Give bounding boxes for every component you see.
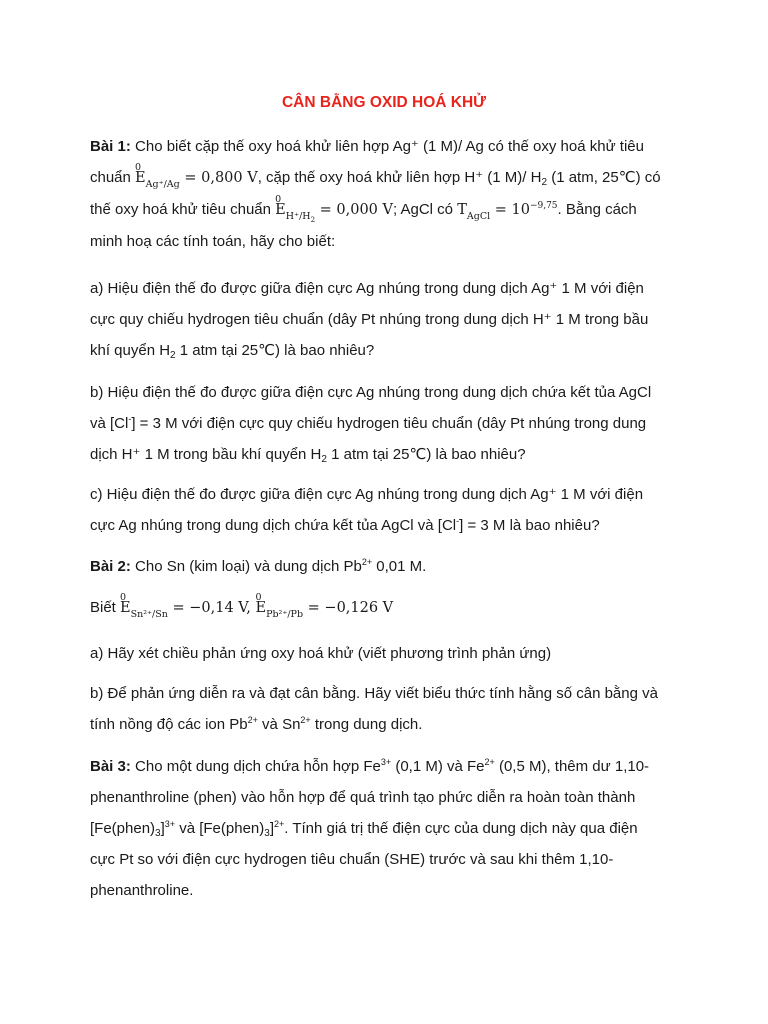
exercise-1-part-b — [90, 377, 710, 470]
paragraph-line: Bài 1: Cho biết cặp thế oxy hoá khử liên hợp Ag⁺ (1 M)/ Ag có thế oxy hoá khử tiêu — [90, 138, 644, 155]
paragraph-line: và [Cl-] = 3 M với điện cực quy chiếu hydrogen tiêu chuẩn (dây Pt nhúng trong dung — [90, 414, 647, 432]
paragraph-line: Bài 3: Cho một dung dịch chứa hỗn hợp $Fe^{3+}$ (0,1 M) và $Fe^{2+}$ (0,5 M), thêm dư 1,10- — [90, 757, 650, 775]
paragraph-line: Bài 2: Cho Sn (kim loại) và dung dịch $Pb^{2+}$ 0,01 M. — [90, 557, 427, 575]
paragraph-line: $[Fe(phen)_3]^{3+}$ và $[Fe(phen)_3]^{2+}$. Tính giá trị thế điện cực của dung dịch này qua điện — [90, 819, 638, 839]
page-title: CÂN BẰNG OXID HOÁ KHỬ — [281, 94, 487, 111]
exercise-1 — [90, 131, 710, 257]
math-t-agcl: $T_{AgCl} = 10^{-9,75}$ — [457, 201, 558, 222]
paragraph-line: khí quyển $H_2$ 1 atm tại 25℃) là bao nhiêu? — [90, 342, 375, 361]
paragraph-line: thế oxy hoá khử tiêu chuẩn E 0 $H^+/H_2 = 0,000$ V; AgCl có $T_{AgCl} = 10^{-9,75}$. Bằng cách — [90, 194, 637, 224]
paragraph-line: b) Hiệu điện thế đo được giữa điện cực Ag nhúng trong dung dịch chứa kết tủa AgCl — [90, 384, 652, 401]
math-e-ag: E 0 Ag⁺/Ag = 0,800 V — [135, 162, 258, 190]
paragraph-line: cực Pt so với điện cực hydrogen tiêu chuẩn (SHE) trước và sau khi thêm 1,10- — [90, 851, 614, 868]
exercise-2-part-a — [90, 638, 710, 669]
exercise-1-part-a — [90, 273, 710, 366]
paragraph-line: cực Ag nhúng trong dung dịch chứa kết tủa AgCl và [Cl-] = 3 M là bao nhiêu? — [90, 516, 600, 534]
paragraph-line: b) Để phản ứng diễn ra và đạt cân bằng. Hãy viết biểu thức tính hằng số cân bằng và — [90, 685, 658, 702]
paragraph-line: tính nồng độ các ion $Pb^{2+}$ và $Sn^{2+}$ trong dung dịch. — [90, 715, 423, 733]
exercise-label: Bài 3: — [90, 758, 131, 775]
paragraph-line: c) Hiệu điện thế đo được giữa điện cực Ag nhúng trong dung dịch Ag⁺ 1 M với điện — [90, 486, 644, 503]
paragraph-line: a) Hiệu điện thế đo được giữa điện cực Ag nhúng trong dung dịch Ag⁺ 1 M với điện — [90, 280, 644, 297]
math-e-h: E 0 $H^+/H_2 = 0,000$ V — [275, 194, 393, 224]
exercise-label: Bài 2: — [90, 558, 131, 575]
exercise-2-part-b — [90, 678, 710, 740]
exercise-3 — [90, 751, 710, 906]
math-e-sn-pb: E 0 Sn²⁺/Sn = −0,14 V, E 0 Pb²⁺/Pb = −0,126 V — [120, 592, 394, 620]
exercise-2-given — [90, 592, 710, 624]
exercise-label: Bài 1: — [90, 138, 131, 155]
paragraph-line: Biết E 0 Sn²⁺/Sn = −0,14 V, E 0 Pb²⁺/Pb = −0,126 V — [90, 592, 394, 620]
paragraph-line: chuẩn E 0 Ag⁺/Ag = 0,800 V, cặp thế oxy hoá khử liên hợp H⁺ (1 M)/ $H_2$ (1 atm, 25℃) có — [90, 162, 661, 190]
exercise-2 — [90, 551, 710, 582]
paragraph-line: cực quy chiếu hydrogen tiêu chuẩn (dây Pt nhúng trong dung dịch H⁺ 1 M trong bầu — [90, 311, 649, 328]
paragraph-line: phenanthroline. — [90, 882, 194, 899]
paragraph-line: a) Hãy xét chiều phản ứng oxy hoá khử (viết phương trình phản ứng) — [90, 645, 552, 662]
paragraph-line: minh hoạ các tính toán, hãy cho biết: — [90, 233, 336, 250]
paragraph-line: phenanthroline (phen) vào hỗn hợp để quá trình tạo phức diễn ra hoàn toàn thành — [90, 789, 636, 806]
exercise-1-part-c — [90, 479, 710, 541]
paragraph-line: dịch H⁺ 1 M trong bầu khí quyển $H_2$ 1 atm tại 25℃) là bao nhiêu? — [90, 446, 526, 465]
